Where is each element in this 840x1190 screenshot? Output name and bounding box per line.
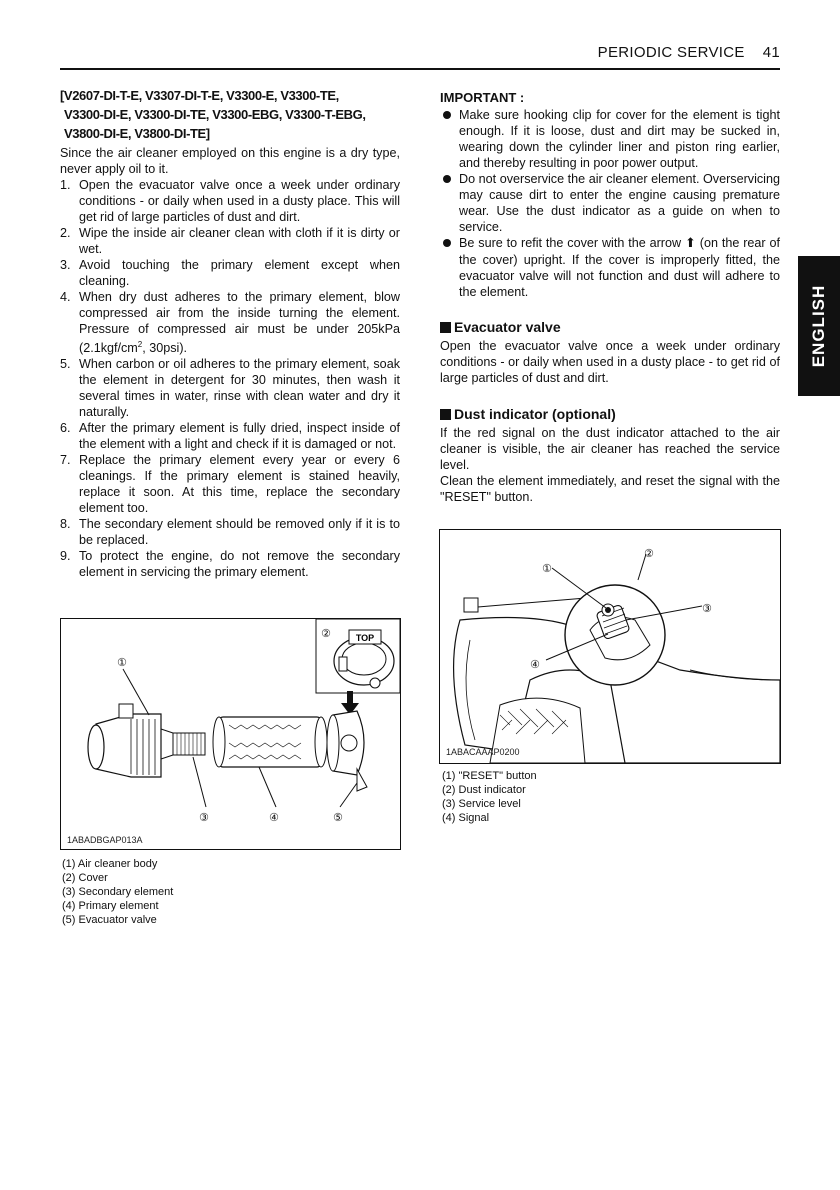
callout-4: ④ bbox=[269, 811, 279, 824]
bullet-icon bbox=[443, 111, 451, 119]
language-tab bbox=[798, 256, 840, 396]
callout-1: ① bbox=[117, 656, 127, 669]
important-text: Do not overservice the air cleaner element. Overservicing may cause dirt to enter the engine causing premature wear. Use the dust indicator as a guide on when to service. bbox=[459, 172, 780, 234]
step-text: Avoid touching the primary element except when cleaning. bbox=[79, 258, 400, 288]
list-item bbox=[60, 257, 400, 289]
list-item bbox=[60, 516, 400, 548]
step-text: When dry dust adheres to the primary element, blow compressed air from the inside turning the element. Pressure of compressed air must be under 205kPa (2.1kgf/cm bbox=[79, 290, 400, 356]
dust-indicator-body: Clean the element immediately, and reset the signal with the "RESET" button. bbox=[440, 474, 780, 504]
caption-item: (2) Cover bbox=[62, 872, 108, 884]
square-bullet-icon bbox=[440, 322, 451, 333]
air-cleaner-body-illustration bbox=[88, 704, 205, 777]
evacuator-section-title bbox=[440, 319, 780, 335]
evacuator-body: Open the evacuator valve once a week under ordinary conditions - or daily when used in a dusty place - to get rid of large particles of dust and dirt. bbox=[440, 339, 780, 385]
step-number: 7. bbox=[60, 453, 71, 468]
dust-indicator-captions bbox=[442, 769, 537, 825]
important-text: Be sure to refit the cover with the arrow bbox=[459, 236, 685, 250]
list-item bbox=[60, 452, 400, 516]
dust-indicator-figure bbox=[439, 529, 781, 764]
figure-code: 1ABACAAAP0200 bbox=[446, 747, 520, 757]
step-text: Wipe the inside air cleaner clean with cloth if it is dirty or wet. bbox=[79, 226, 400, 256]
step-number: 9. bbox=[60, 549, 71, 564]
language-tab-label: ENGLISH bbox=[809, 284, 828, 368]
caption-item: (4) Primary element bbox=[62, 900, 159, 912]
step-number: 4. bbox=[60, 290, 71, 304]
important-title: IMPORTANT : bbox=[440, 90, 525, 105]
procedure-list bbox=[60, 177, 400, 580]
list-item bbox=[60, 548, 400, 580]
step-text: When carbon or oil adheres to the primary element, soak the element in detergent for 30 minutes, then wash it several times in water, rinse with clean water and dry it naturally. bbox=[79, 357, 400, 420]
list-item bbox=[60, 177, 400, 225]
step-number: 3. bbox=[60, 258, 71, 272]
step-text: After the primary element is fully dried, inspect inside of the element with a light and check if it is damaged or not. bbox=[79, 421, 400, 452]
model-list bbox=[60, 86, 400, 143]
step-text: Open the evacuator valve once a week under ordinary conditions - or daily when used in a dusty place. This will get rid of large particles of dust and dirt. bbox=[79, 178, 400, 224]
list-item bbox=[440, 171, 780, 235]
step-text: Replace the primary element every year or every 6 cleanings. If the primary element is stained heavily, replace it soon. At this time, replace the secondary element too. bbox=[79, 453, 400, 516]
bullet-icon bbox=[443, 239, 451, 247]
air-cleaner-illustration bbox=[61, 619, 400, 849]
step-text: , 30psi). bbox=[142, 341, 188, 356]
caption-item: (5) Evacuator valve bbox=[62, 914, 157, 926]
step-text: To protect the engine, do not remove the secondary element in servicing the primary element. bbox=[79, 549, 400, 580]
callout-1: ① bbox=[542, 562, 552, 575]
step-number: 8. bbox=[60, 517, 71, 532]
dust-indicator-title-text: Dust indicator (optional) bbox=[454, 406, 616, 422]
right-column bbox=[440, 90, 780, 505]
callout-2: ② bbox=[644, 547, 654, 560]
step-number: 2. bbox=[60, 226, 71, 240]
callout-5: ⑤ bbox=[333, 811, 343, 824]
callout-3: ③ bbox=[702, 602, 712, 615]
step-number: 6. bbox=[60, 421, 71, 436]
model-line: V3300-DI-E, V3300-DI-TE, V3300-EBG, V3300-T-EBG, bbox=[64, 107, 366, 122]
list-item bbox=[60, 289, 400, 356]
intro-text: Since the air cleaner employed on this engine is a dry type, never apply oil to it. bbox=[60, 146, 400, 176]
important-text: (on the rear of the cover) upright. If the cover is improperly fitted, the evacuator valve will not function and dust will adhere to the element. bbox=[459, 236, 780, 299]
callout-4: ④ bbox=[530, 658, 540, 671]
list-item bbox=[60, 420, 400, 452]
left-column bbox=[60, 86, 400, 580]
top-label: TOP bbox=[355, 633, 375, 643]
dust-indicator-illustration bbox=[440, 530, 780, 763]
list-item bbox=[60, 225, 400, 257]
step-text: The secondary element should be removed only if it is to be replaced. bbox=[79, 517, 400, 548]
callout-3: ③ bbox=[199, 811, 209, 824]
model-line: V3800-DI-E, V3800-DI-TE] bbox=[64, 126, 210, 141]
dust-indicator-body: If the red signal on the dust indicator attached to the air cleaner is visible, the air cleaner has reached the service level. bbox=[440, 426, 780, 472]
up-arrow-icon: ⬆ bbox=[684, 236, 696, 251]
primary-element-illustration bbox=[213, 717, 327, 767]
step-number: 5. bbox=[60, 357, 71, 372]
callout-2: ② bbox=[321, 627, 331, 640]
page-header bbox=[60, 42, 780, 70]
superscript: 2 bbox=[137, 340, 143, 349]
evacuator-title-text: Evacuator valve bbox=[454, 319, 561, 335]
caption-item: (2) Dust indicator bbox=[442, 784, 526, 796]
important-text: Make sure hooking clip for cover for the element is tight enough. If it is loose, dust and dirt may be sucked in, wearing down the cylinder liner and piston ring earlier, and thereby resulting in poor power output. bbox=[459, 108, 780, 170]
dust-indicator-section-title bbox=[440, 406, 780, 422]
section-title: PERIODIC SERVICE bbox=[597, 44, 745, 61]
cover-side-illustration bbox=[327, 711, 367, 791]
figure-code: 1ABADBGAP013A bbox=[67, 835, 143, 845]
square-bullet-icon bbox=[440, 409, 451, 420]
caption-item: (1) "RESET" button bbox=[442, 770, 537, 782]
header-text bbox=[598, 44, 780, 61]
air-cleaner-figure bbox=[60, 618, 401, 850]
caption-item: (3) Secondary element bbox=[62, 886, 174, 898]
page-number: 41 bbox=[762, 44, 780, 61]
list-item bbox=[60, 356, 400, 420]
important-list bbox=[440, 107, 780, 300]
air-cleaner-captions bbox=[62, 857, 173, 927]
model-line: [V2607-DI-T-E, V3307-DI-T-E, V3300-E, V3300-TE, bbox=[60, 88, 339, 103]
caption-item: (4) Signal bbox=[442, 812, 490, 824]
list-item bbox=[440, 235, 780, 300]
caption-item: (3) Service level bbox=[442, 798, 521, 810]
bullet-icon bbox=[443, 175, 451, 183]
caption-item: (1) Air cleaner body bbox=[62, 858, 158, 870]
list-item bbox=[440, 107, 780, 171]
step-number: 1. bbox=[60, 178, 71, 192]
